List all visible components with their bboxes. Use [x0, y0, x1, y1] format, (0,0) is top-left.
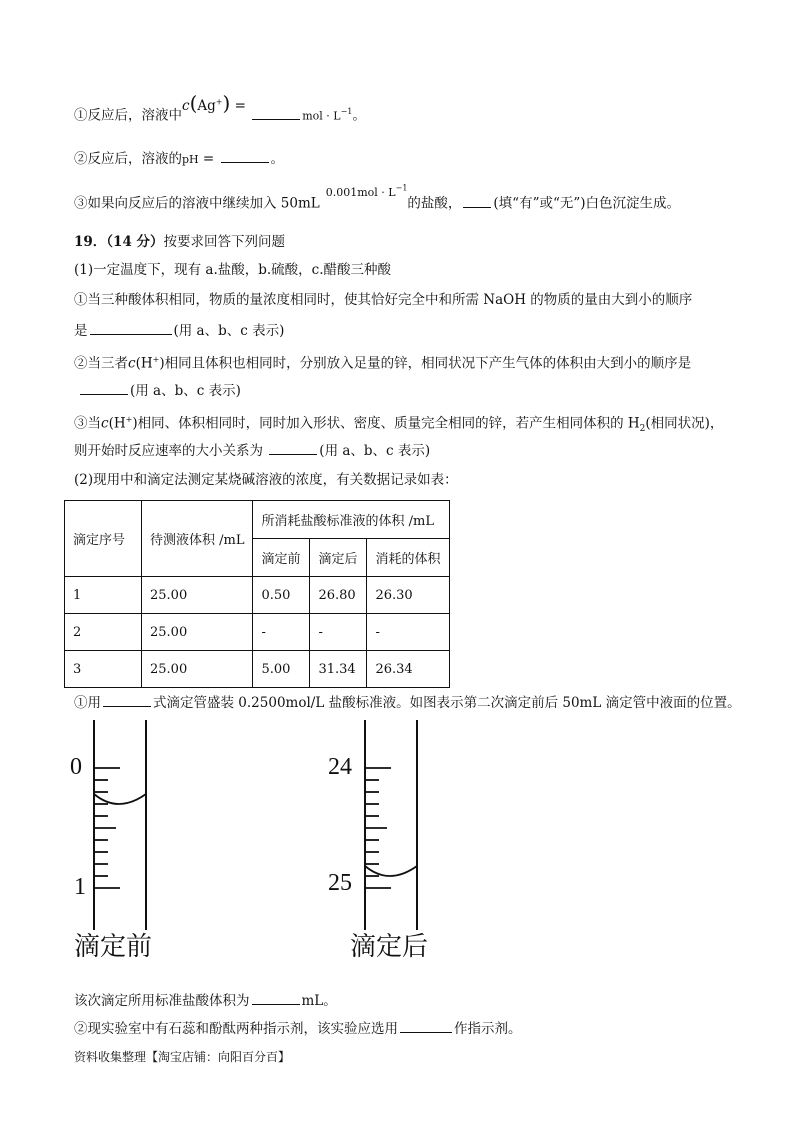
answer-blank[interactable]: [221, 148, 269, 163]
table-row: 1 25.00 0.50 26.80 26.30: [65, 577, 450, 614]
part-1-item-2-cont: (用 a、b、c 表示): [78, 380, 241, 401]
table-row: 3 25.00 5.00 31.34 26.34: [65, 651, 450, 688]
part-2-volume-question: 该次滴定所用标准盐酸体积为 mL。: [74, 990, 337, 1011]
header-used: 消耗的体积: [367, 539, 450, 577]
part-2-item-1: ①用 式滴定管盛装 0.2500mol/L 盐酸标准液。如图表示第二次滴定前后 50mL 滴定管中液面的位置。: [74, 692, 741, 713]
footer-note: 资料收集整理【淘宝店铺：向阳百分百】: [74, 1050, 291, 1064]
burette-after-caption: 滴定后: [350, 932, 429, 962]
header-group: 所消耗盐酸标准液的体积 /mL: [253, 501, 450, 539]
question-19-header: 19．（14 分）按要求回答下列问题: [74, 234, 286, 250]
part-2-item-2: ②现实验室中有石蕊和酚酞两种指示剂，该实验应选用 作指示剂。: [74, 1018, 522, 1039]
part-1-item-3: ③当c(H+)相同、体积相同时，同时加入形状、密度、质量完全相同的锌，若产生相同体积的 $H_2$(相同状况)，: [74, 415, 724, 435]
header-volume: 待测液体积 /mL: [142, 501, 253, 577]
answer-blank[interactable]: [90, 320, 172, 335]
titration-table: [64, 500, 450, 688]
header-before: 滴定前: [253, 539, 310, 577]
answer-blank[interactable]: [269, 440, 317, 455]
answer-blank[interactable]: [252, 105, 300, 120]
answer-blank[interactable]: [400, 1018, 452, 1033]
burette-after-tube: [361, 720, 421, 930]
part-1-item-1: ①当三种酸体积相同，物质的量浓度相同时，使其恰好完全中和所需 NaOH 的物质的量由大到小的顺序: [74, 292, 693, 308]
header-seq: 滴定序号: [65, 501, 142, 577]
burette-before-caption: 滴定前: [74, 932, 153, 962]
part-1-item-3-cont: 则开始时反应速率的大小关系为 (用 a、b、c 表示): [74, 440, 430, 461]
burette-before-top-label: 0: [70, 754, 82, 780]
question-line-3: ③如果向反应后的溶液中继续加入 $50mL0.001mol \cdot L^{-1}$的盐酸， (填“有”或“无”)白色沉淀生成。: [74, 183, 681, 212]
answer-blank[interactable]: [103, 692, 151, 707]
burette-after-top-label: 24: [328, 754, 352, 780]
header-after: 滴定后: [310, 539, 367, 577]
question-line-1: ①反应后，溶液中c(Ag+) = mol · $L^{-1}$。: [74, 90, 366, 124]
burette-before-tube: [90, 720, 150, 930]
part-2-intro: (2)现用中和滴定法测定某烧碱溶液的浓度，有关数据记录如表：: [74, 472, 458, 488]
answer-blank[interactable]: [80, 380, 128, 395]
part-1-item-1-cont: 是 (用 a、b、c 表示): [74, 320, 284, 341]
answer-blank[interactable]: [252, 990, 300, 1005]
burette-after-bottom-label: 25: [328, 870, 352, 896]
part-1-item-2: ②当三者c(H+)相同且体积也相同时，分别放入足量的锌，相同状况下产生气体的体积由大到小的顺序是: [74, 355, 692, 372]
burette-before-bottom-label: 1: [74, 874, 86, 900]
part-1-intro: (1)一定温度下，现有 a.盐酸，b.硫酸，c.醋酸三种酸: [74, 262, 392, 278]
answer-blank[interactable]: [463, 193, 491, 208]
table-row: 2 25.00 - - -: [65, 614, 450, 651]
question-line-2: ②反应后，溶液的pH = 。: [74, 148, 284, 170]
